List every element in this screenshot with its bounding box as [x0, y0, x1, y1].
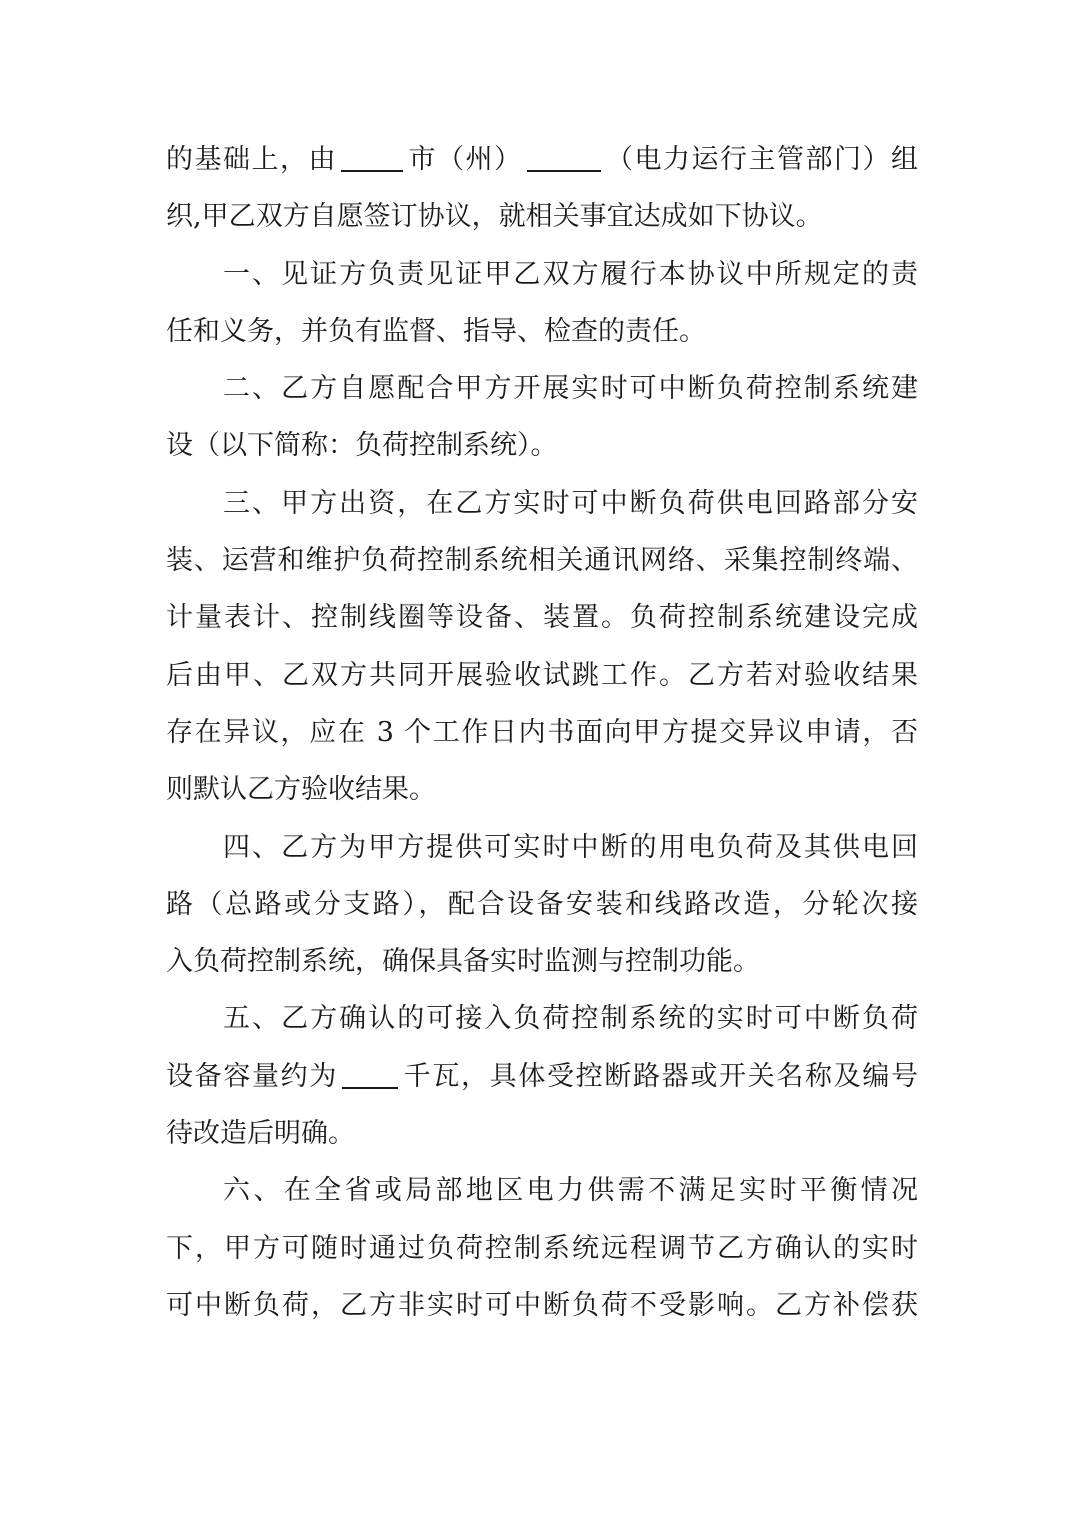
text-line: 后由甲、乙双方共同开展验收试跳工作。乙方若对验收结果	[166, 659, 918, 691]
text-line: 织,甲乙双方自愿签订协议，就相关事宜达成如下协议。	[166, 201, 823, 233]
text-line: 可中断负荷，乙方非实时可中断负荷不受影响。乙方补偿获	[166, 1289, 918, 1321]
text-line: 则默认乙方验收结果。	[166, 774, 436, 806]
text-line: 的基础上，由 市（州） （电力运行主管部门）组	[166, 131, 918, 188]
text-line: 装、运营和维护负荷控制系统相关通讯网络、采集控制终端、	[166, 545, 918, 577]
clause-2: 二、乙方自愿配合甲方开展实时可中断负荷控制系统建	[223, 373, 918, 405]
agreement-text	[166, 131, 918, 1334]
clause-5: 五、乙方确认的可接入负荷控制系统的实时可中断负荷	[223, 1003, 918, 1035]
text-line: 存在异议，应在 3 个工作日内书面向甲方提交异议申请，否	[166, 716, 918, 748]
clause-6: 六、在全省或局部地区电力供需不满足实时平衡情况	[223, 1175, 918, 1207]
capacity-blank	[342, 1057, 398, 1089]
clause-1: 一、见证方负责见证甲乙双方履行本协议中所规定的责	[223, 258, 918, 290]
text-line: 下，甲方可随时通过负荷控制系统远程调节乙方确认的实时	[166, 1232, 918, 1264]
clause-3: 三、甲方出资，在乙方实时可中断负荷供电回路部分安	[223, 487, 918, 519]
text-line: 设备容量约为 千瓦，具体受控断路器或开关名称及编号	[166, 1048, 918, 1105]
text-line: 任和义务，并负有监督、指导、检查的责任。	[166, 315, 706, 347]
clause-4: 四、乙方为甲方提供可实时中断的用电负荷及其供电回	[223, 831, 918, 863]
text-line: 待改造后明确。	[166, 1118, 355, 1150]
text-line: 设（以下简称：负荷控制系统）。	[166, 430, 558, 462]
department-blank	[527, 140, 601, 172]
city-blank	[341, 140, 403, 172]
text-line: 入负荷控制系统，确保具备实时监测与控制功能。	[166, 946, 760, 978]
text-line: 路（总路或分支路），配合设备安装和线路改造，分轮次接	[166, 888, 918, 920]
text-line: 计量表计、控制线圈等设备、装置。负荷控制系统建设完成	[166, 602, 918, 634]
